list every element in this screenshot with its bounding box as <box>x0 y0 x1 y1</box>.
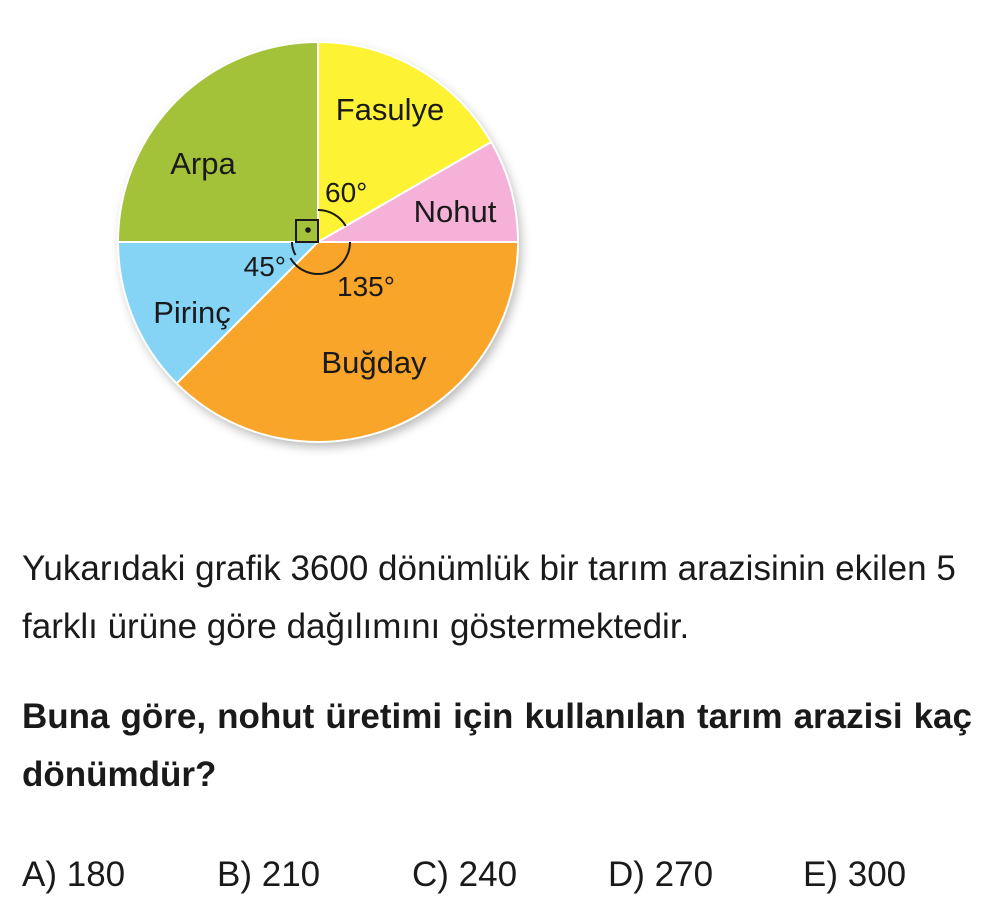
slice-label-fasulye: Fasulye <box>335 92 445 127</box>
option-value: 210 <box>261 855 321 894</box>
option-letter: A) <box>22 855 57 894</box>
option-letter: B) <box>217 855 252 894</box>
right-angle-dot <box>305 227 311 233</box>
option-b[interactable] <box>217 850 320 900</box>
option-value: 300 <box>847 855 907 894</box>
option-value: 180 <box>66 855 126 894</box>
slice-label-nohut: Nohut <box>413 194 497 229</box>
answer-options <box>0 850 985 900</box>
slice-label-pirinc: Pirinç <box>153 295 231 330</box>
question-text: Yukarıdaki grafik 3600 dönümlük bir tarım arazisinin ekilen 5 farklı ürüne göre dağılımını göstermektedir. <box>22 549 956 646</box>
slice-label-bugday: Buğday <box>321 345 427 380</box>
option-value: 240 <box>458 855 518 894</box>
angle-label-45: 45° <box>243 251 286 282</box>
option-letter: E) <box>803 855 838 894</box>
angle-label-60: 60° <box>325 177 368 208</box>
option-a[interactable] <box>22 850 125 900</box>
angle-label-135: 135° <box>337 271 395 302</box>
option-c[interactable] <box>412 850 517 900</box>
option-e[interactable] <box>803 850 906 900</box>
question-prompt: Buna göre, nohut üretimi için kullanılan tarım arazisi kaç dönümdür? <box>22 697 972 794</box>
pie-slice-arpa <box>118 42 318 242</box>
option-d[interactable] <box>608 850 713 900</box>
option-value: 270 <box>654 855 714 894</box>
option-letter: C) <box>412 855 449 894</box>
option-letter: D) <box>608 855 645 894</box>
slice-label-arpa: Arpa <box>170 146 236 181</box>
